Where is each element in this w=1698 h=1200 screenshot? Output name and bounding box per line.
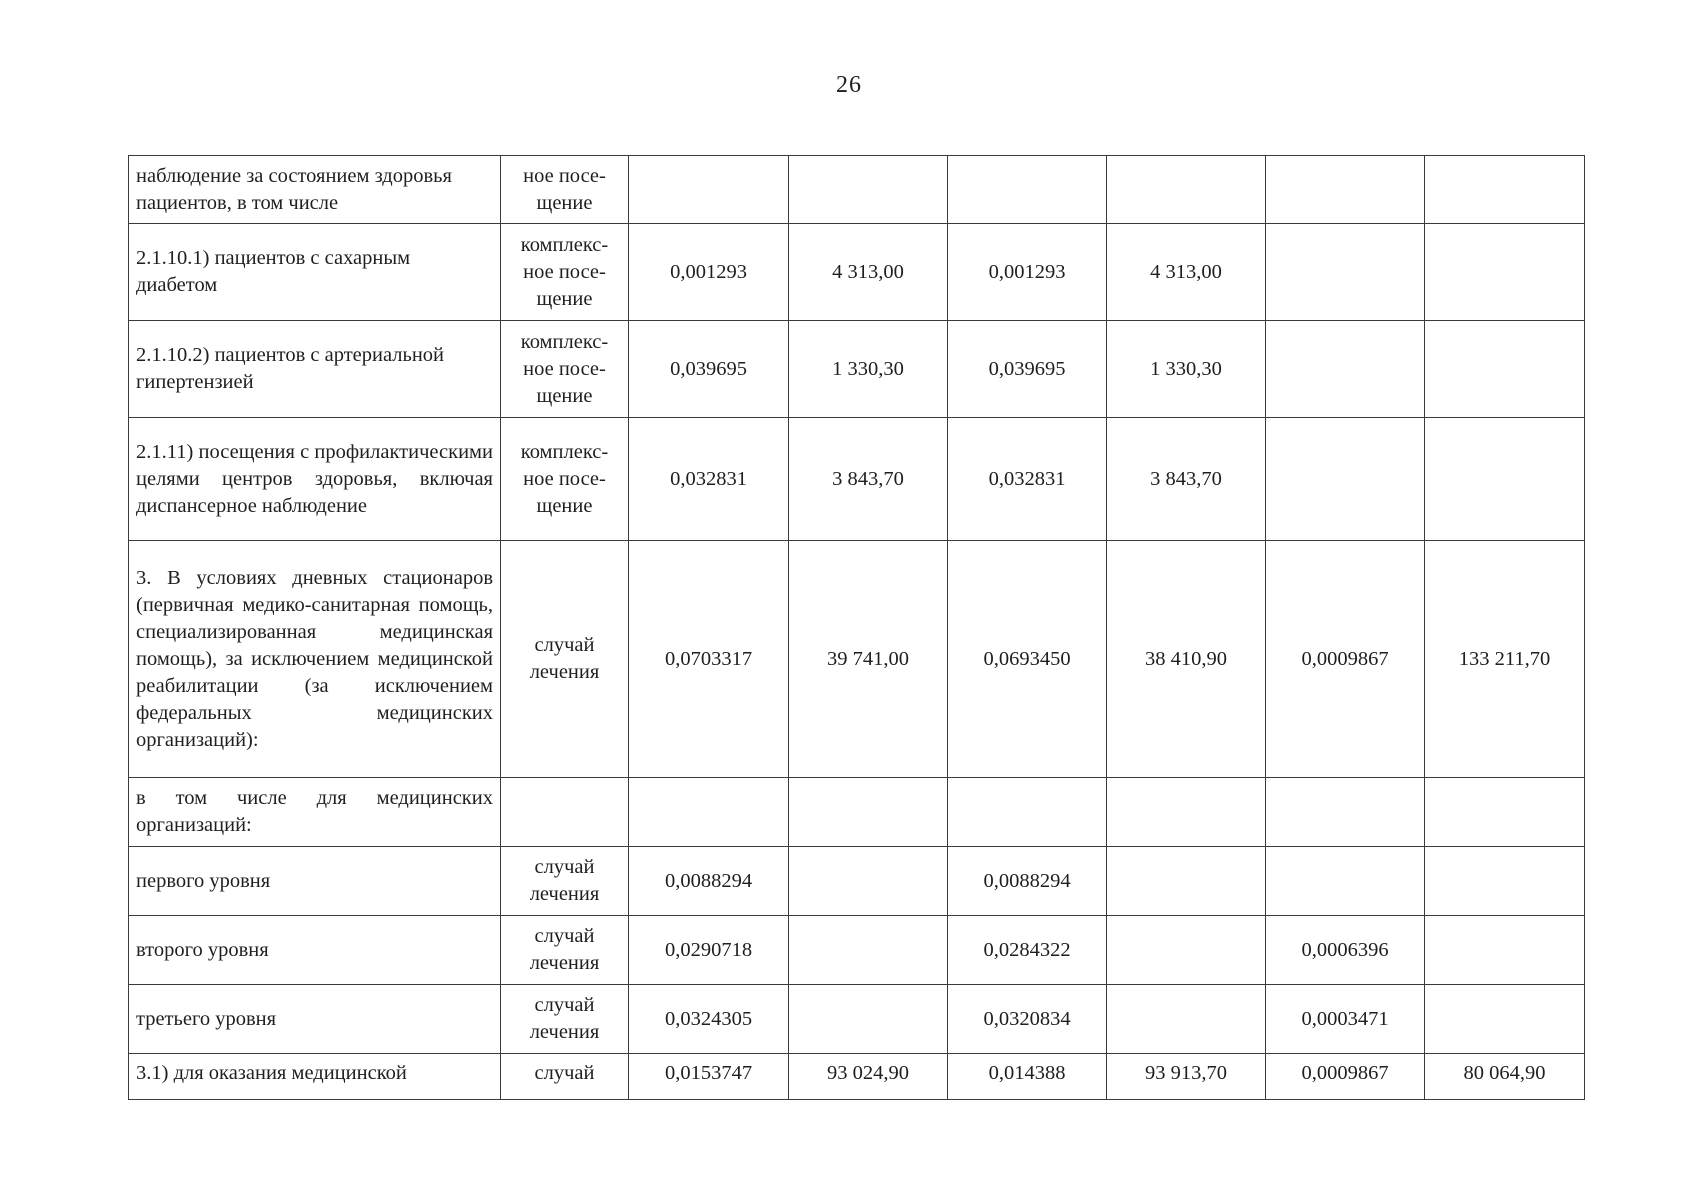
unit-cell: случай лечения bbox=[501, 916, 629, 985]
table-row bbox=[129, 224, 1585, 321]
value-cell bbox=[1425, 985, 1585, 1054]
unit-cell: случай лечения bbox=[501, 985, 629, 1054]
table-row bbox=[129, 541, 1585, 778]
table-row bbox=[129, 847, 1585, 916]
value-cell bbox=[1425, 418, 1585, 541]
value-cell bbox=[1425, 321, 1585, 418]
value-cell: 0,032831 bbox=[629, 418, 789, 541]
value-cell: 1 330,30 bbox=[1107, 321, 1266, 418]
page-number: 26 bbox=[836, 72, 862, 98]
value-cell bbox=[1266, 847, 1425, 916]
value-cell: 4 313,00 bbox=[789, 224, 948, 321]
value-cell: 0,0009867 bbox=[1266, 541, 1425, 778]
row-name: 2.1.10.1) пациентов с сахарным диабетом bbox=[129, 224, 501, 321]
value-cell: 0,0324305 bbox=[629, 985, 789, 1054]
value-cell bbox=[1425, 156, 1585, 224]
value-cell: 0,0003471 bbox=[1266, 985, 1425, 1054]
table-row bbox=[129, 778, 1585, 847]
value-cell bbox=[789, 847, 948, 916]
value-cell: 93 024,90 bbox=[789, 1054, 948, 1100]
value-cell: 0,0284322 bbox=[948, 916, 1107, 985]
unit-cell: случай лечения bbox=[501, 847, 629, 916]
value-cell: 0,001293 bbox=[629, 224, 789, 321]
value-cell bbox=[1266, 778, 1425, 847]
value-cell bbox=[1425, 847, 1585, 916]
unit-cell: комплекс-ное посе-щение bbox=[501, 321, 629, 418]
value-cell bbox=[948, 778, 1107, 847]
value-cell: 0,0153747 bbox=[629, 1054, 789, 1100]
value-cell: 39 741,00 bbox=[789, 541, 948, 778]
value-cell: 0,039695 bbox=[629, 321, 789, 418]
unit-cell: ное посе-щение bbox=[501, 156, 629, 224]
row-name: третьего уровня bbox=[129, 985, 501, 1054]
unit-cell: комплекс-ное посе-щение bbox=[501, 224, 629, 321]
value-cell bbox=[1266, 321, 1425, 418]
value-cell bbox=[1107, 916, 1266, 985]
value-cell bbox=[789, 916, 948, 985]
table-row bbox=[129, 321, 1585, 418]
value-cell bbox=[629, 156, 789, 224]
value-cell bbox=[1107, 156, 1266, 224]
row-name: второго уровня bbox=[129, 916, 501, 985]
value-cell: 0,039695 bbox=[948, 321, 1107, 418]
value-cell: 0,0693450 bbox=[948, 541, 1107, 778]
value-cell bbox=[1425, 224, 1585, 321]
value-cell: 4 313,00 bbox=[1107, 224, 1266, 321]
table-row bbox=[129, 156, 1585, 224]
value-cell bbox=[1266, 156, 1425, 224]
unit-cell: комплекс-ное посе-щение bbox=[501, 418, 629, 541]
unit-cell: случай bbox=[501, 1054, 629, 1100]
unit-cell bbox=[501, 778, 629, 847]
value-cell: 0,0088294 bbox=[948, 847, 1107, 916]
value-cell: 0,001293 bbox=[948, 224, 1107, 321]
value-cell: 0,0088294 bbox=[629, 847, 789, 916]
value-cell: 0,032831 bbox=[948, 418, 1107, 541]
value-cell bbox=[789, 156, 948, 224]
value-cell bbox=[1107, 847, 1266, 916]
value-cell: 0,0009867 bbox=[1266, 1054, 1425, 1100]
value-cell: 0,0290718 bbox=[629, 916, 789, 985]
value-cell: 133 211,70 bbox=[1425, 541, 1585, 778]
table-row bbox=[129, 985, 1585, 1054]
row-name: 3.1) для оказания медицинской bbox=[129, 1054, 501, 1100]
row-name: 2.1.11) посещения с профилактическими целями центров здоровья, включая диспансерное наблюдение bbox=[129, 418, 501, 541]
value-cell: 0,014388 bbox=[948, 1054, 1107, 1100]
row-name: в том числе для медицинских организаций: bbox=[129, 778, 501, 847]
table-row bbox=[129, 916, 1585, 985]
value-cell: 80 064,90 bbox=[1425, 1054, 1585, 1100]
value-cell bbox=[1107, 778, 1266, 847]
value-cell: 0,0006396 bbox=[1266, 916, 1425, 985]
value-cell bbox=[1425, 916, 1585, 985]
value-cell: 3 843,70 bbox=[789, 418, 948, 541]
value-cell: 1 330,30 bbox=[789, 321, 948, 418]
value-cell bbox=[1266, 418, 1425, 541]
data-table bbox=[128, 155, 1585, 1100]
row-name: 2.1.10.2) пациентов с артериальной гипертензией bbox=[129, 321, 501, 418]
value-cell bbox=[948, 156, 1107, 224]
value-cell bbox=[629, 778, 789, 847]
table-row bbox=[129, 1054, 1585, 1100]
row-name: 3. В условиях дневных стационаров (первичная медико-санитарная помощь, специализированная медицинская помощь), за исключением медицинской реабилитации (за исключением федеральных медицинских организаций): bbox=[129, 541, 501, 778]
value-cell bbox=[789, 985, 948, 1054]
value-cell: 38 410,90 bbox=[1107, 541, 1266, 778]
value-cell: 3 843,70 bbox=[1107, 418, 1266, 541]
unit-cell: случай лечения bbox=[501, 541, 629, 778]
table-row bbox=[129, 418, 1585, 541]
value-cell: 0,0703317 bbox=[629, 541, 789, 778]
row-name: первого уровня bbox=[129, 847, 501, 916]
value-cell bbox=[1107, 985, 1266, 1054]
value-cell: 0,0320834 bbox=[948, 985, 1107, 1054]
value-cell: 93 913,70 bbox=[1107, 1054, 1266, 1100]
value-cell bbox=[789, 778, 948, 847]
row-name: наблюдение за состоянием здоровья пациентов, в том числе bbox=[129, 156, 501, 224]
value-cell bbox=[1425, 778, 1585, 847]
value-cell bbox=[1266, 224, 1425, 321]
